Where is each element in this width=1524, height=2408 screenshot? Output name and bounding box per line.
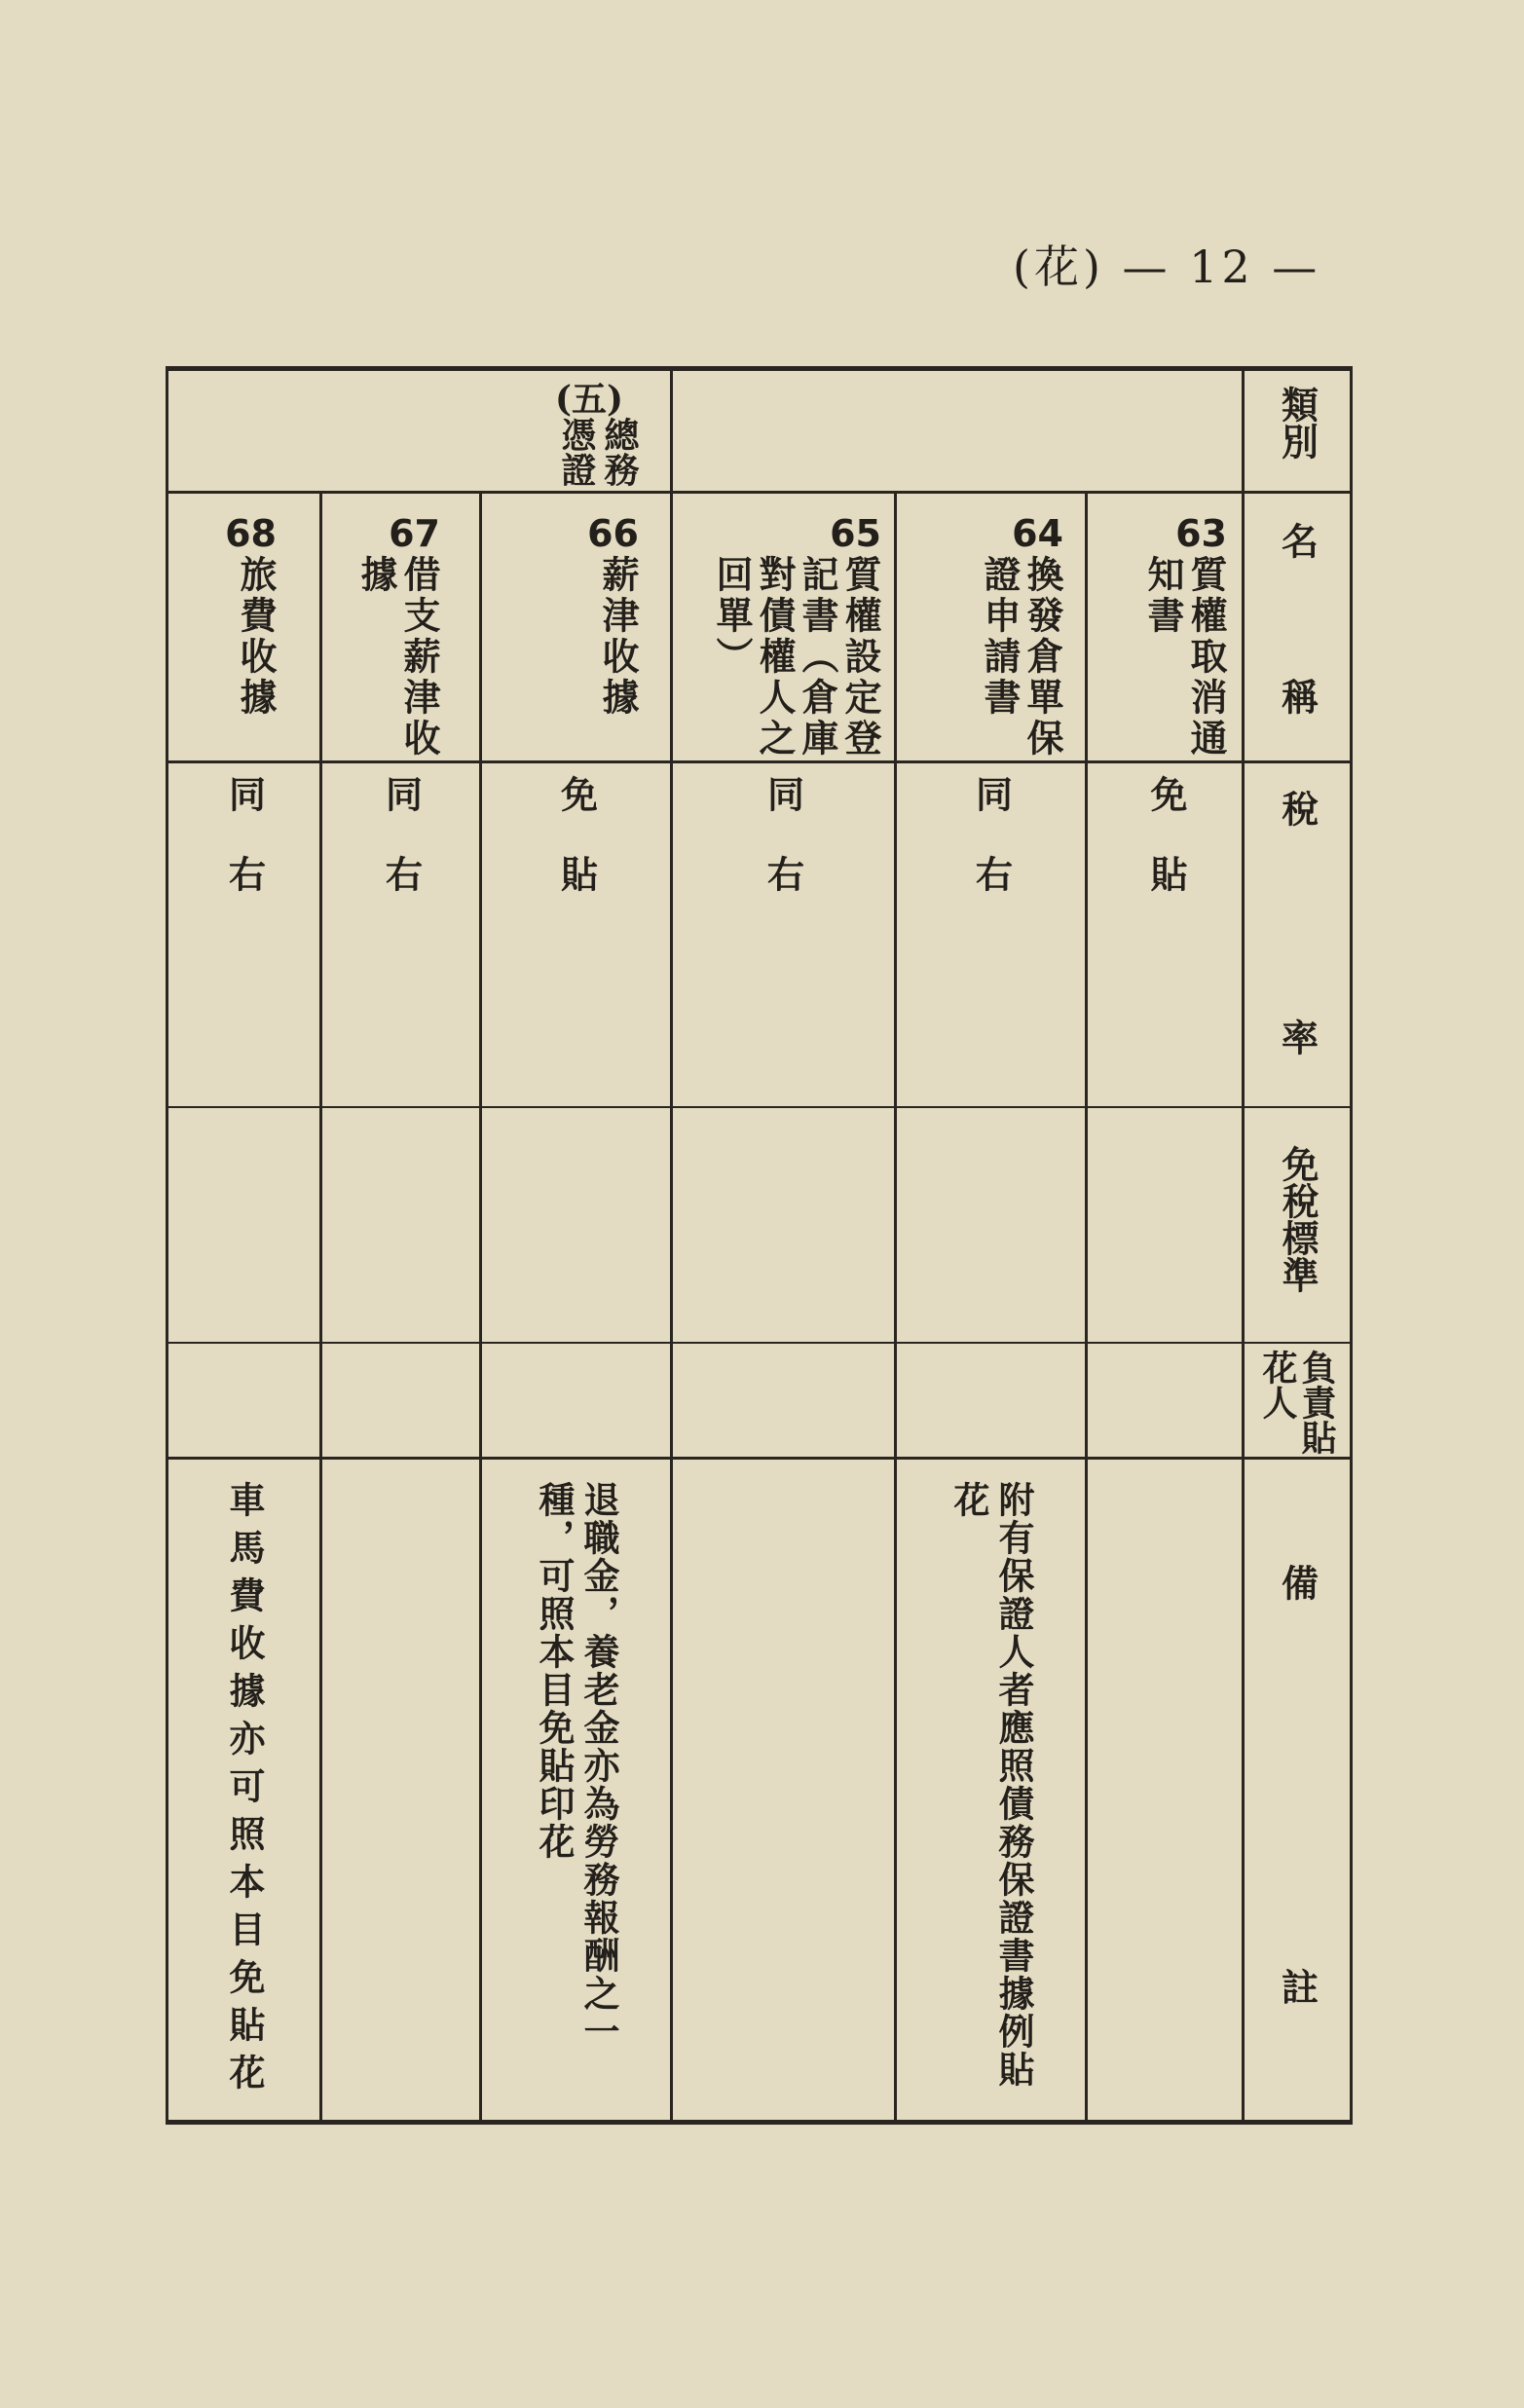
rule xyxy=(894,491,897,2125)
rule xyxy=(319,491,322,2125)
header-rate-label: 稅 xyxy=(1275,790,1320,827)
row-64-rate xyxy=(898,775,1085,935)
rule xyxy=(670,366,673,2125)
item-number: 67 xyxy=(389,512,440,555)
category-number: (五) xyxy=(555,379,624,420)
row-67-name-cell xyxy=(323,512,440,784)
rule xyxy=(479,491,482,2125)
tax-rate: 同右 xyxy=(379,775,424,935)
header-remarks-2 xyxy=(1245,1968,1350,2005)
row-63-name-cell xyxy=(1091,512,1227,784)
tax-rate: 同右 xyxy=(761,775,805,935)
item-number: 63 xyxy=(1175,512,1227,555)
category-label: 總務憑證 xyxy=(556,417,640,487)
remark: 車馬費收據亦可照本目免貼花 xyxy=(223,1481,266,2101)
item-number: 64 xyxy=(1012,512,1063,555)
row-67-rate xyxy=(323,775,479,935)
header-name-2 xyxy=(1245,678,1350,715)
table-bottom-rule xyxy=(166,2120,1353,2125)
header-remarks-1 xyxy=(1245,1564,1350,1601)
row-65-name-cell xyxy=(677,512,881,784)
row-66-remark xyxy=(483,1481,670,2124)
remark: 附有保證人者應照債務保證書據例貼花 xyxy=(948,1481,1035,2089)
header-exemption-label: 免稅標準 xyxy=(1276,1145,1320,1293)
header-category-label: 類別 xyxy=(1275,386,1320,460)
header-exemption xyxy=(1245,1145,1350,1293)
item-number: 68 xyxy=(225,512,277,555)
tax-rate: 免貼 xyxy=(554,775,599,935)
header-responsible-label: 負責貼花人 xyxy=(1257,1350,1337,1455)
header-responsible xyxy=(1245,1350,1350,1457)
item-name: 換發倉單保證申請書 xyxy=(978,555,1064,759)
tax-rate: 同右 xyxy=(969,775,1014,935)
rule xyxy=(1350,366,1353,2125)
page-header: (花) — 12 — xyxy=(1013,241,1321,293)
header-name-label: 名 xyxy=(1275,522,1320,559)
rule xyxy=(166,1457,1353,1460)
header-category xyxy=(1245,386,1350,460)
stamp-tax-table xyxy=(166,366,1353,2125)
table-top-rule xyxy=(166,366,1353,371)
rule xyxy=(166,1342,1353,1344)
header-remarks-label: 備 xyxy=(1275,1564,1320,1601)
row-66-rate xyxy=(483,775,670,935)
header-remarks-label: 註 xyxy=(1275,1968,1320,2005)
header-rate-label: 率 xyxy=(1275,1019,1320,1056)
row-68-remark xyxy=(169,1481,319,2124)
row-64-remark xyxy=(898,1481,1085,2124)
rule xyxy=(166,491,1353,494)
row-68-rate xyxy=(169,775,319,935)
header-rate-1 xyxy=(1245,790,1350,827)
item-number: 65 xyxy=(830,512,881,555)
remark: 退職金，養老金亦為勞務報酬之一種，可照本目免貼印花 xyxy=(533,1481,620,2051)
tax-rate: 同右 xyxy=(222,775,267,935)
rule xyxy=(166,1106,1353,1108)
row-65-rate xyxy=(674,775,892,935)
item-number: 66 xyxy=(587,512,639,555)
header-rate-2 xyxy=(1245,1019,1350,1056)
row-63-rate xyxy=(1091,775,1242,935)
header-name-1 xyxy=(1245,522,1350,559)
item-name: 質權設定登記書（倉庫對債權人之回單） xyxy=(710,555,882,759)
item-name: 旅費收據 xyxy=(234,555,278,719)
tax-rate: 免貼 xyxy=(1144,775,1188,935)
row-66-name-cell xyxy=(483,512,639,784)
item-name: 薪津收據 xyxy=(596,555,640,719)
rule xyxy=(1085,491,1088,2125)
header-name-label: 稱 xyxy=(1275,678,1320,715)
row-68-name-cell xyxy=(169,512,277,784)
rule xyxy=(166,366,168,2125)
item-name: 質權取消通知書 xyxy=(1141,555,1228,759)
item-name: 借支薪津收據 xyxy=(354,555,441,759)
row-64-name-cell xyxy=(898,512,1063,784)
